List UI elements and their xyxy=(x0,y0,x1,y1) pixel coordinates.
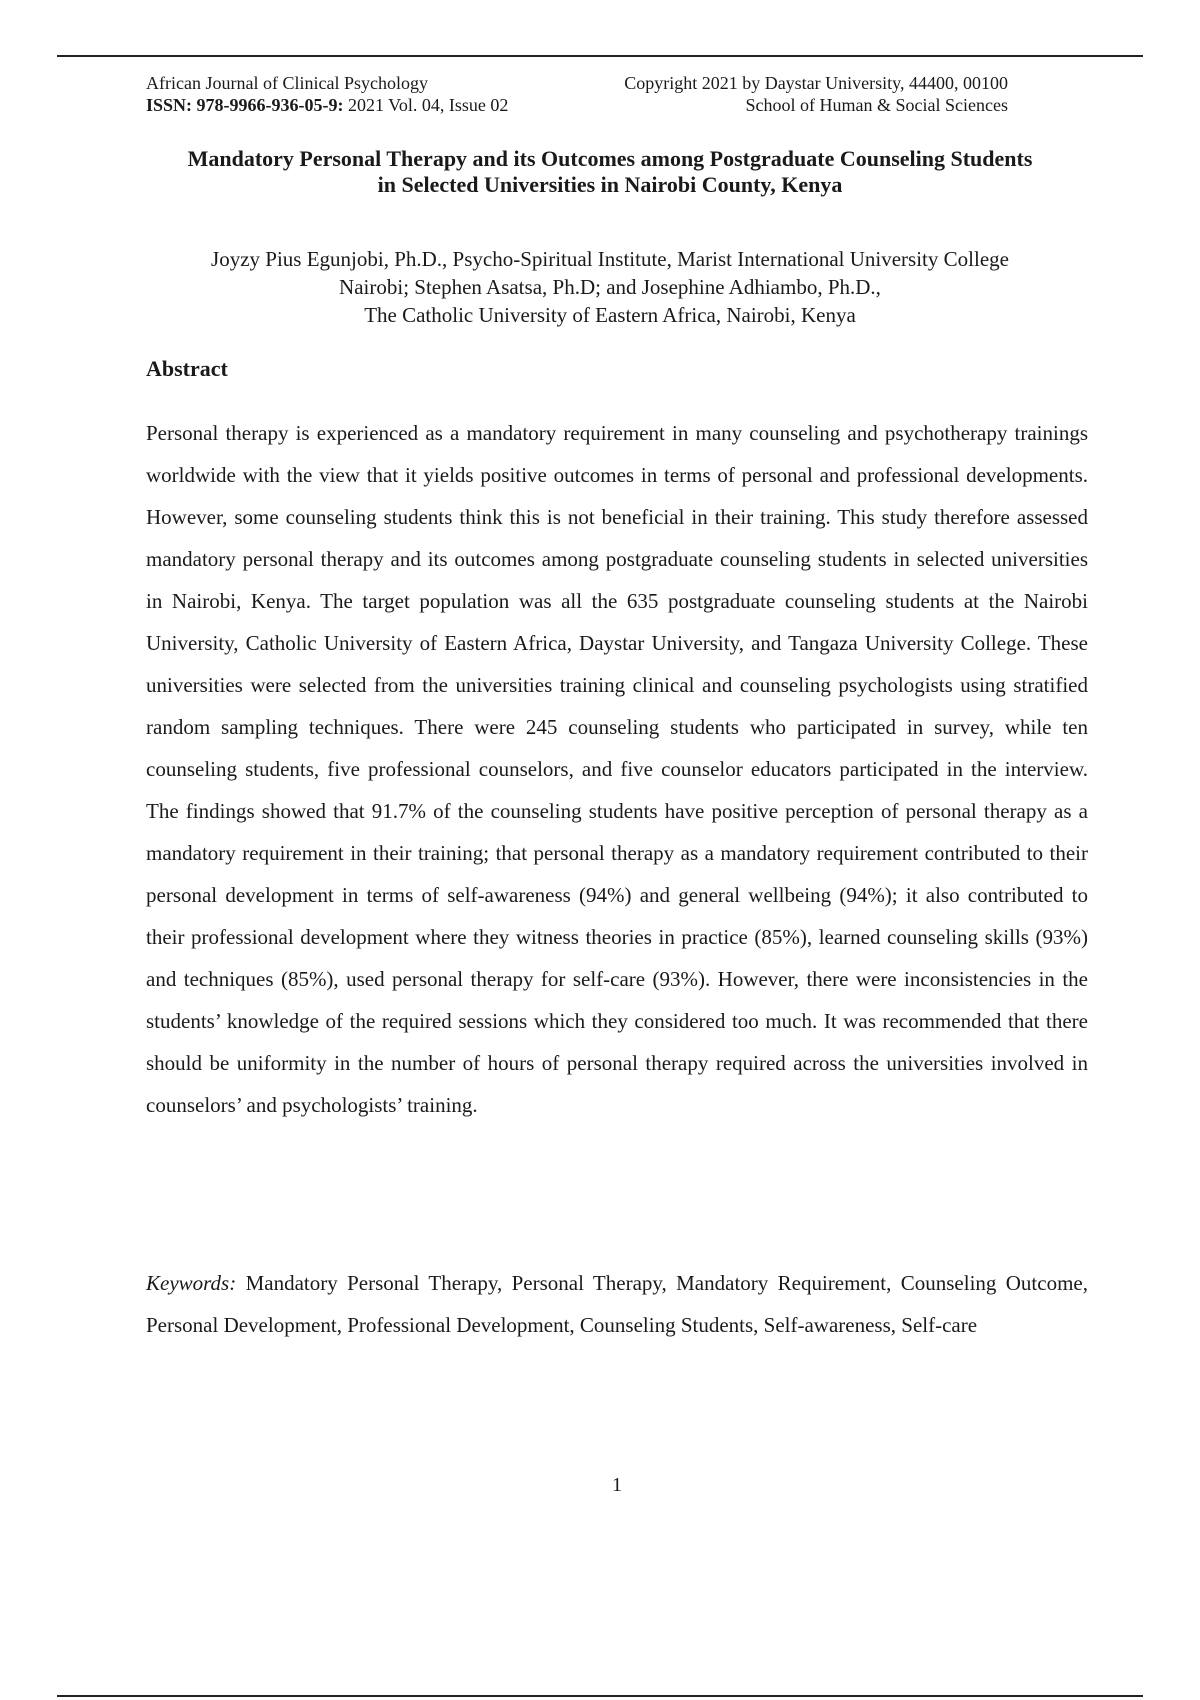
title-line-2: in Selected Universities in Nairobi County, Kenya xyxy=(377,172,843,197)
paper-title xyxy=(130,146,1090,198)
abstract-body: Personal therapy is experienced as a mandatory requirement in many counseling and psychotherapy trainings worldwide with the view that it yields positive outcomes in terms of personal and professional developments. However, some counseling students think this is not beneficial in their training. This study therefore assessed mandatory personal therapy and its outcomes among postgraduate counseling students in selected universities in Nairobi, Kenya. The target population was all the 635 postgraduate counseling students at the Nairobi University, Catholic University of Eastern Africa, Daystar University, and Tangaza University College. These universities were selected from the universities training clinical and counseling psychologists using stratified random sampling techniques. There were 245 counseling students who participated in survey, while ten counseling students, five professional counselors, and five counselor educators participated in the interview. The findings showed that 91.7% of the counseling students have positive perception of personal therapy as a mandatory requirement in their training; that personal therapy as a mandatory requirement contributed to their personal development in terms of self-awareness (94%) and general wellbeing (94%); it also contributed to their professional development where they witness theories in practice (85%), learned counseling skills (93%) and techniques (85%), used personal therapy for self-care (93%). However, there were inconsistencies in the students’ knowledge of the required sessions which they considered too much. It was recommended that there should be uniformity in the number of hours of personal therapy required across the universities involved in counselors’ and psychologists’ training. xyxy=(146,421,1088,1117)
header-row-1 xyxy=(146,72,1008,94)
authors-line-2: Nairobi; Stephen Asatsa, Ph.D; and Josephine Adhiambo, Ph.D., xyxy=(339,275,881,299)
keywords-list: Mandatory Personal Therapy, Personal Therapy, Mandatory Requirement, Counseling Outcome, Personal Development, Professional Development, Counseling Students, Self-awareness, Self-care xyxy=(146,1271,1088,1337)
journal-name: African Journal of Clinical Psychology xyxy=(146,73,428,93)
title-line-1: Mandatory Personal Therapy and its Outcomes among Postgraduate Counseling Students xyxy=(187,146,1033,171)
keywords-label: Keywords: xyxy=(146,1271,237,1295)
abstract-heading: Abstract xyxy=(146,356,228,381)
school-name: School of Human & Social Sciences xyxy=(745,95,1008,115)
issue-info: 2021 Vol. 04, Issue 02 xyxy=(343,95,509,115)
issn-label: ISSN: 978-9966-936-05-9: xyxy=(146,95,344,115)
page-number: 1 xyxy=(612,1474,622,1496)
authors-line-3: The Catholic University of Eastern Africa, Nairobi, Kenya xyxy=(364,303,856,327)
author-block xyxy=(130,245,1090,329)
keywords-paragraph xyxy=(146,1262,1088,1346)
bottom-rule xyxy=(57,1695,1143,1697)
issn-issue xyxy=(146,94,508,116)
running-header xyxy=(146,72,1008,116)
header-row-2 xyxy=(146,94,1008,116)
authors-line-1: Joyzy Pius Egunjobi, Ph.D., Psycho-Spiritual Institute, Marist International University College xyxy=(211,247,1009,271)
copyright-notice: Copyright 2021 by Daystar University, 44400, 00100 xyxy=(624,73,1008,93)
top-rule xyxy=(57,55,1143,57)
